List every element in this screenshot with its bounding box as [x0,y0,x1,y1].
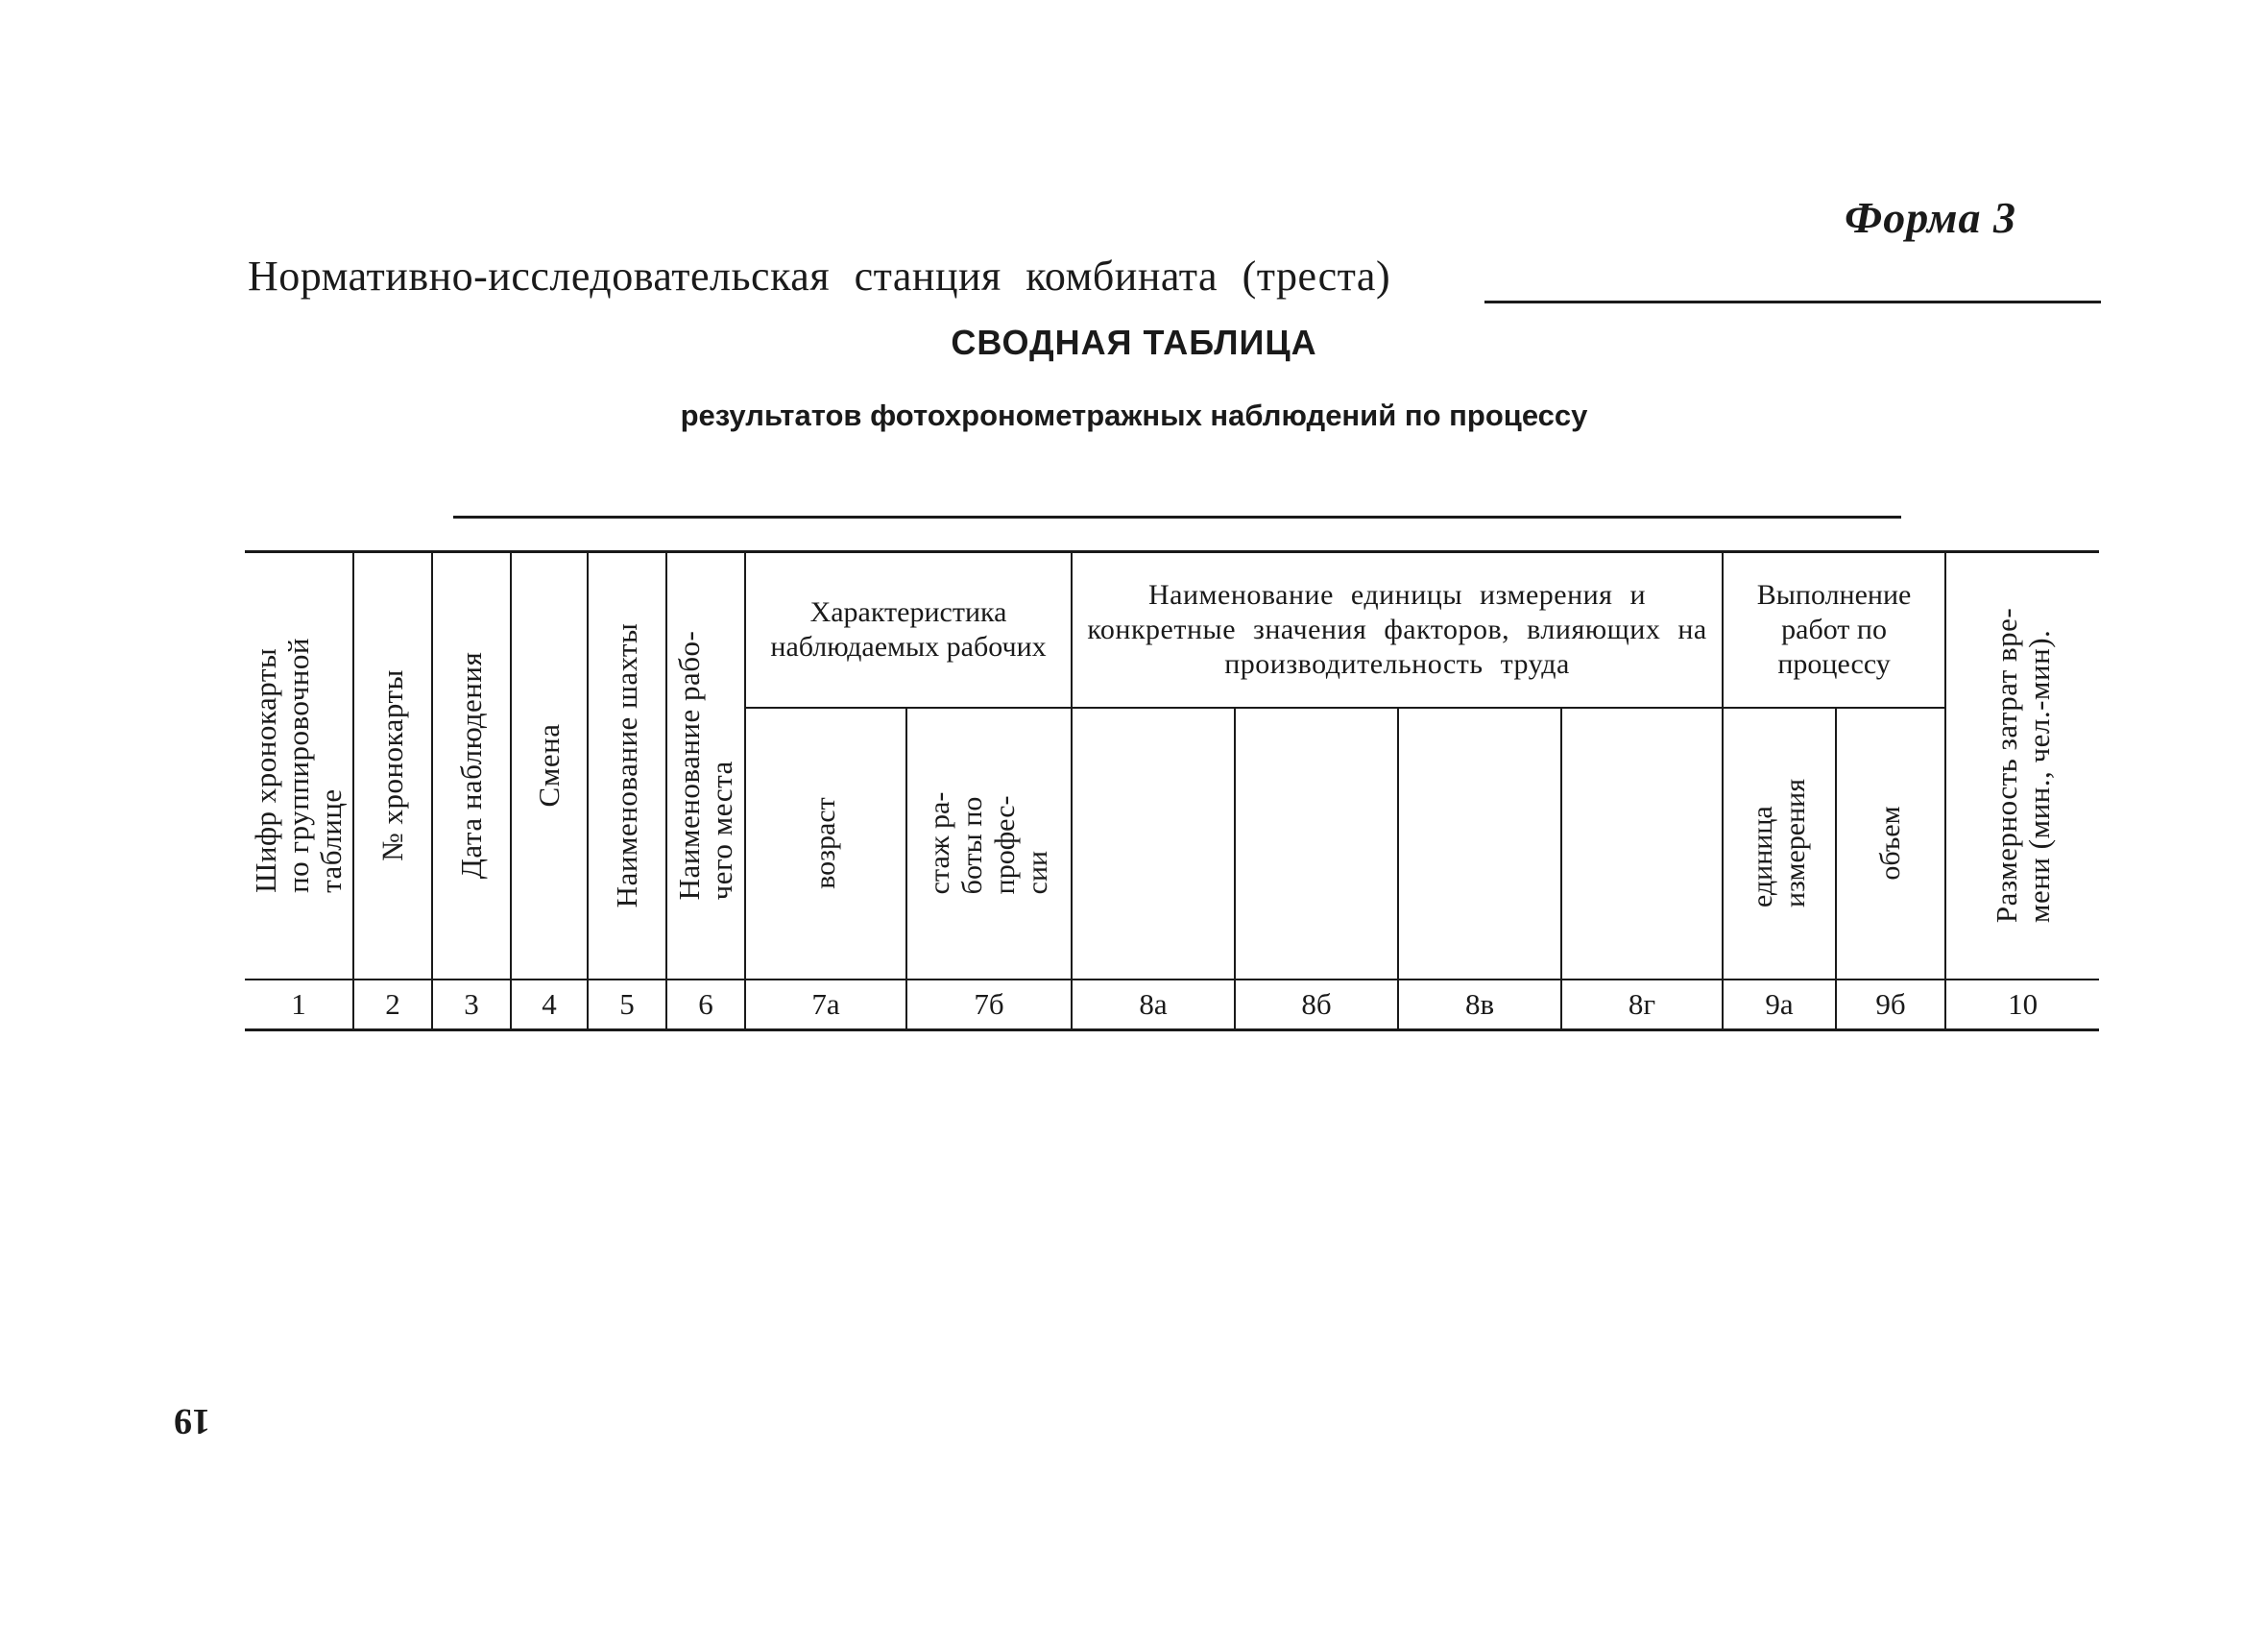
col-group-work-performance: Выполнение работ по процессу [1723,552,1945,708]
column-number: 10 [1945,980,2099,1030]
column-number: 3 [432,980,511,1030]
col-header-unit-of-measure: единица измерения [1723,708,1836,980]
col-header-card-code: Шифр хронокарты по группировочной таблице [245,552,353,980]
col-header-factor-8b [1235,708,1398,980]
station-name-label: Нормативно-исследовательская станция комбината (треста) [248,253,1391,300]
col-header-factor-8g [1561,708,1723,980]
column-number-row [245,980,2099,1030]
col-header-card-number: № хронокарты [353,552,432,980]
col-group-worker-characteristics: Характеристика наблюдаемых рабочих [745,552,1072,708]
col-header-mine-name: Наименование шахты [588,552,666,980]
column-number: 8б [1235,980,1398,1030]
process-fill-line [453,516,1901,519]
column-number: 9б [1836,980,1945,1030]
table-title: СВОДНАЯ ТАБЛИЦА [951,323,1317,362]
col-header-shift: Смена [511,552,588,980]
column-number: 6 [666,980,745,1030]
col-header-work-experience: стаж ра- боты по профес- сии [906,708,1072,980]
col-group-productivity-factors: Наименование единицы измерения и конкретные значения факторов, влияющих на производительность труда [1072,552,1723,708]
col-header-observation-date: Дата наблюдения [432,552,511,980]
column-number: 8в [1398,980,1561,1030]
station-fill-line [1484,301,2101,303]
col-header-volume: объем [1836,708,1945,980]
column-number: 5 [588,980,666,1030]
col-header-factor-8a [1072,708,1235,980]
table-subtitle: результатов фотохронометражных наблюдений по процессу [680,399,1588,432]
col-header-workplace-name: Наименование рабо- чего места [666,552,745,980]
column-number: 4 [511,980,588,1030]
column-number: 8г [1561,980,1723,1030]
column-number: 7а [745,980,906,1030]
column-number: 9а [1723,980,1836,1030]
column-number: 1 [245,980,353,1030]
col-header-time-units: Размерность затрат вре- мени (мин., чел.-мин). [1945,552,2099,980]
summary-table [245,550,2099,1031]
column-number: 7б [906,980,1072,1030]
column-number: 2 [353,980,432,1030]
page-number: 19 [174,1401,210,1441]
column-number: 8а [1072,980,1235,1030]
col-header-factor-8v [1398,708,1561,980]
col-header-age: возраст [745,708,906,980]
form-number-label: Форма 3 [1845,193,2016,242]
